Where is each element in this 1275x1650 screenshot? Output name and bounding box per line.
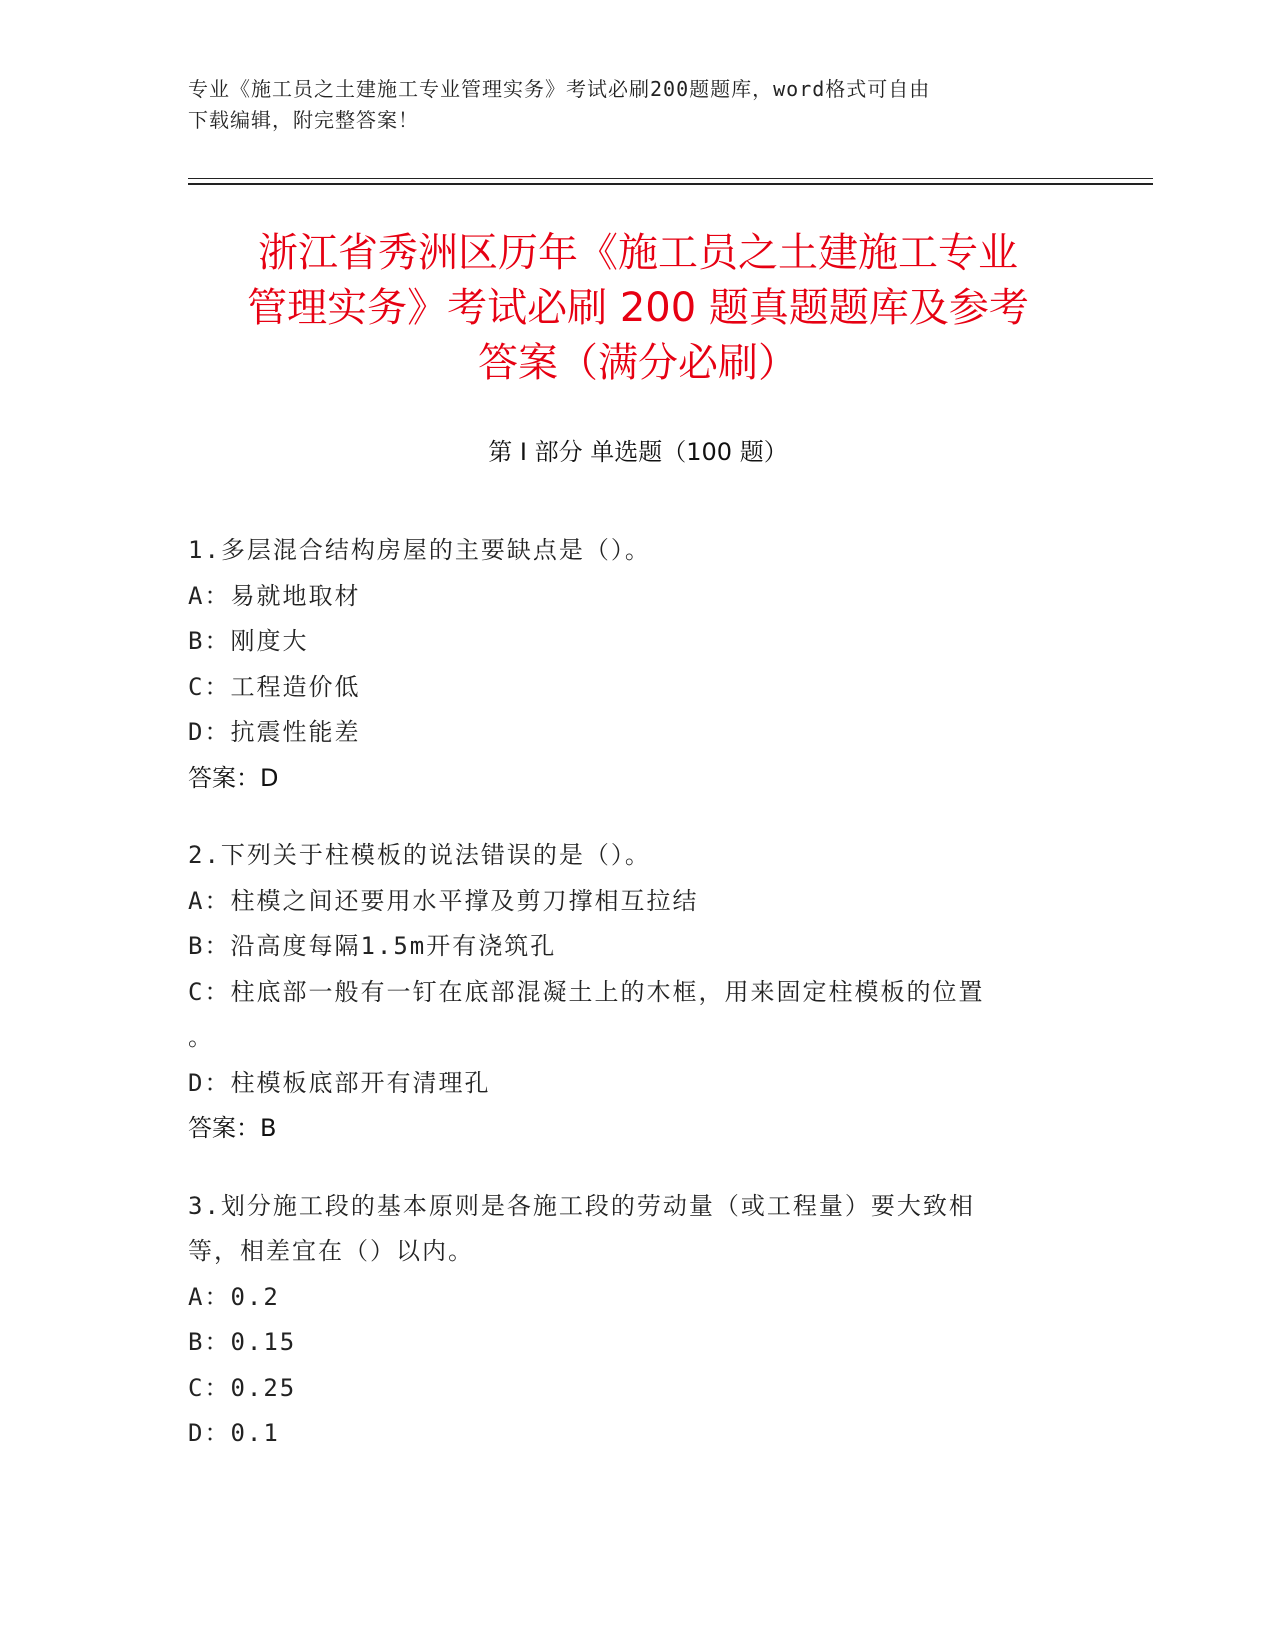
header-note-line-1: 专业《施工员之土建施工专业管理实务》考试必刷200题题库，word格式可自由 <box>188 77 931 101</box>
answer: 答案：D <box>188 763 279 792</box>
question-stem-line-1: 3.划分施工段的基本原则是各施工段的劳动量（或工程量）要大致相 <box>188 1191 975 1220</box>
option-d: D：抗震性能差 <box>188 718 361 746</box>
question-2 <box>188 833 1088 1152</box>
question-stem: 1.多层混合结构房屋的主要缺点是（）。 <box>188 536 651 564</box>
option-a: A：柱模之间还要用水平撑及剪刀撑相互拉结 <box>188 886 699 915</box>
header-divider-thin <box>188 178 1153 179</box>
option-c: C：0.25 <box>188 1373 297 1402</box>
header-divider-thick <box>188 183 1153 185</box>
option-d: D：0.1 <box>188 1419 280 1447</box>
title-line-2: 管理实务》考试必刷 200 题真题题库及参考 <box>247 285 1029 331</box>
question-stem: 2.下列关于柱模板的说法错误的是（）。 <box>188 841 651 869</box>
answer: 答案：B <box>188 1114 277 1142</box>
header-note-line-2: 下载编辑，附完整答案！ <box>188 108 419 132</box>
option-b: B：刚度大 <box>188 627 309 655</box>
document-title <box>188 226 1088 391</box>
option-c: C：柱底部一般有一钉在底部混凝土上的木框，用来固定柱模板的位置 <box>188 977 985 1006</box>
question-1 <box>188 528 1088 801</box>
section-title: 第 I 部分 单选题（100 题） <box>488 438 788 466</box>
option-c-continuation: 。 <box>188 1023 214 1051</box>
option-d: D：柱模板底部开有清理孔 <box>188 1068 491 1097</box>
option-c: C：工程造价低 <box>188 672 361 701</box>
question-list <box>188 528 1088 1489</box>
option-a: A：0.2 <box>188 1282 280 1311</box>
title-line-1: 浙江省秀洲区历年《施工员之土建施工专业 <box>258 230 1018 276</box>
question-3 <box>188 1184 1088 1457</box>
option-b: B：沿高度每隔1.5m开有浇筑孔 <box>188 932 557 960</box>
question-stem-line-2: 等，相差宜在（）以内。 <box>188 1237 474 1265</box>
option-a: A：易就地取材 <box>188 581 361 610</box>
title-line-3: 答案（满分必刷） <box>478 340 798 386</box>
option-b: B：0.15 <box>188 1328 297 1356</box>
document-header-note <box>188 74 1088 136</box>
